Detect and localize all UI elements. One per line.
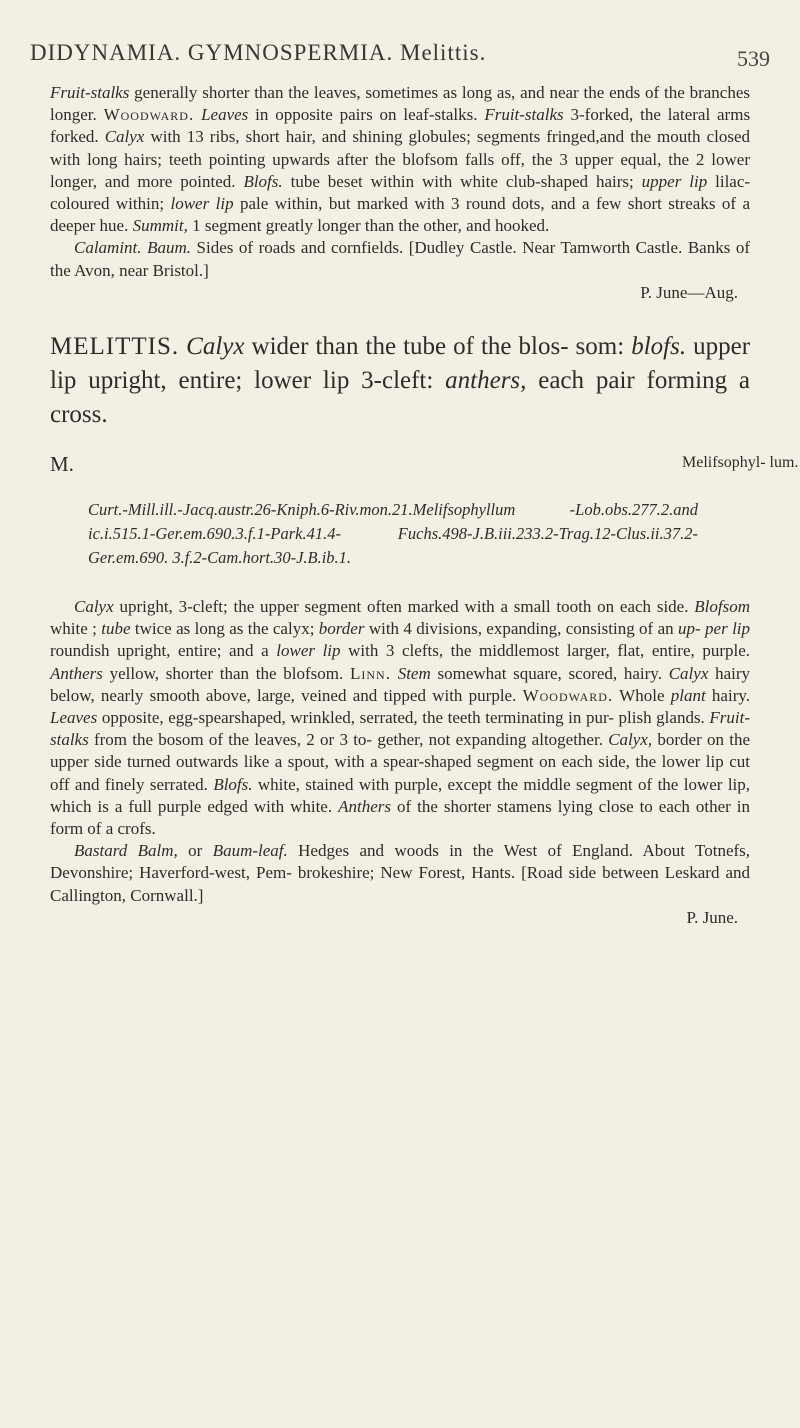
term-calamint: Calamint. [74,238,142,258]
genus-text-3: each pair forming a cross. [50,367,750,428]
term-summit: Summit, [132,216,188,236]
or-text: or [188,841,203,861]
genus-term-blossom: blofs. [631,333,687,360]
calyx-text: with 13 ribs, short hair, and shining globules; segments fringed,and the mouth closed with long hairs; teeth pointing upwards after the blofsom falls off, the 3 upper equal, the 2 lower longer, and more pointed. [50,127,751,191]
author-woodward: Woodward. [103,105,195,125]
desc-term-tube: tube [101,619,131,639]
desc-tube-text: twice as long as the calyx; [134,619,315,639]
desc-term-anthers-2: Anthers [338,796,391,816]
habitat-text: Sides of roads and cornfields. [Dudley Castle. Near Tamworth Castle. Banks of the Avon, near Bristol.] [50,238,751,280]
page-header [30,40,770,80]
desc-calyx-text: upright, 3-cleft; the upper segment often marked with a small tooth on each side. [119,597,689,616]
desc-whole-text: Whole [619,685,665,705]
summit-text: 1 segment greatly longer than the other, and hooked. [192,216,550,236]
author-woodward-2: Woodward. [522,685,614,705]
desc-term-fruit-stalks: Fruit-stalks [50,708,751,750]
common-name-habitat-paragraph [50,840,750,907]
common-name-baum-leaf: Baum-leaf. [212,841,288,861]
author-linn: Linn. [349,663,391,683]
desc-lower-lip-text: with 3 clefts, the middlemost larger, flat, entire, purple. [348,641,751,661]
desc-term-upper-lip: up- per lip [678,619,751,639]
desc-anthers-text: yellow, shorter than the blofsom. [109,663,344,683]
desc-stem-text: somewhat square, scored, hairy. [437,663,662,683]
upper-lip-text: lilac-coloured within; [50,171,751,214]
desc-plant-text: hairy. [711,685,750,705]
desc-term-stem: Stem [397,663,431,683]
species-references: Curt.-Mill.ill.-Jacq.austr.26-Kniph.6-Riv.mon.21.Melifsophyllum -Lob.obs.277.2.and ic.i.515.1-Ger.em.690.3.f.1-Park.41.4- Fuchs.498-J.B.iii.233.2-Trag.12-Clus.ii.37.2-Ger.em.690. 3.f.2-Cam.hort.30-J.B.ib.1. [88,500,698,567]
species-name: Melifsophyl- lum. [682,454,799,471]
common-name-bastard-balm: Bastard Balm, [74,841,178,861]
lower-lip-text: pale within, but marked with 3 round dots, and a few short streaks of a deeper hue. [50,194,751,236]
genus-term-calyx: Calyx [186,333,245,360]
desc-term-calyx-3: Calyx, [608,730,653,750]
desc-term-plant: plant [670,685,706,705]
description-paragraph [50,596,750,840]
desc-term-border: border [318,619,365,639]
genus-text-1: wider than the tube of the blos- som: [251,333,625,360]
desc-upper-lip-text: roundish upright, entire; and a [50,641,269,661]
term-lower-lip: lower lip [170,194,234,214]
desc-habitat-text: Hedges and woods in the West of England. About Totnefs, Devonshire; Haverford-west, Pem- brokeshire; New Forest, Hants. [Road side between Leskard and Callington, Cornwall.] [50,841,751,905]
desc-blossom-text: white ; [50,619,97,639]
genus-text-2: upper lip upright, entire; lower lip 3-cleft: [50,333,751,394]
desc-term-anthers: Anthers [50,663,103,683]
desc-flowering-time: P. June. [686,907,738,927]
genus-description [50,330,750,432]
genus-term-anthers: anthers, [445,367,527,394]
page-number: 539 [737,46,770,71]
species-description [50,596,750,929]
desc-term-calyx: Calyx [74,597,114,616]
term-upper-lip: upper lip [641,171,708,191]
fruit-stalks-text: generally shorter than the leaves, sometimes as long as, and near the ends of the branches longer. [50,83,751,125]
flowering-time: P. June—Aug. [640,282,738,302]
running-head: DIDYNAMIA. GYMNOSPERMIA. Melittis. [30,40,487,65]
author-baum: Baum. [147,238,191,258]
desc-border-text: with 4 divisions, expanding, consisting of an [368,619,674,639]
previous-species-paragraph [50,82,750,237]
term-leaves: Leaves [201,105,249,125]
desc-anthers-text-2: of the shorter stamens lying close to each other in form of a crofs. [50,796,751,839]
desc-leaves-text: opposite, egg-spearshaped, wrinkled, serrated, the teeth terminating in pur- plish glands. [101,708,705,728]
desc-term-calyx-2: Calyx [668,663,709,683]
desc-calyx-text-2: hairy below, nearly smooth above, large, veined and tipped with purple. [50,663,751,705]
desc-term-lower-lip: lower lip [276,641,341,661]
term-calyx: Calyx [104,127,145,147]
term-fruit-stalks: Fruit-stalks [50,83,130,102]
previous-species-description [50,82,750,304]
fruit-stalks-text-2: 3-forked, the lateral arms forked. [50,105,751,147]
species-abbreviation: M. [50,452,74,476]
term-blossom: Blofs. [243,171,283,191]
desc-term-blossom: Blofsom [694,597,751,616]
term-fruit-stalks-2: Fruit-stalks [484,105,564,125]
desc-fruit-stalks-text: from the bosom of the leaves, 2 or 3 to- gether, not expanding altogether. [93,730,603,750]
desc-calyx-text-3: border on the upper side turned outwards like a spout, with a spear-shaped segment on each side, the lower lip cut off and finely serrated. [50,730,750,794]
leaves-text: in opposite pairs on leaf-stalks. [255,105,478,125]
desc-term-leaves: Leaves [50,708,98,728]
desc-term-blofs: Blofs. [213,774,253,794]
desc-blofs-text: white, stained with purple, except the middle segment of the lower lip, which is a full purple edged with white. [50,774,751,816]
blossom-text: tube beset within with white club-shaped hairs; [290,171,634,191]
genus-name: MELITTIS. [50,333,180,360]
habitat-paragraph [50,237,750,281]
